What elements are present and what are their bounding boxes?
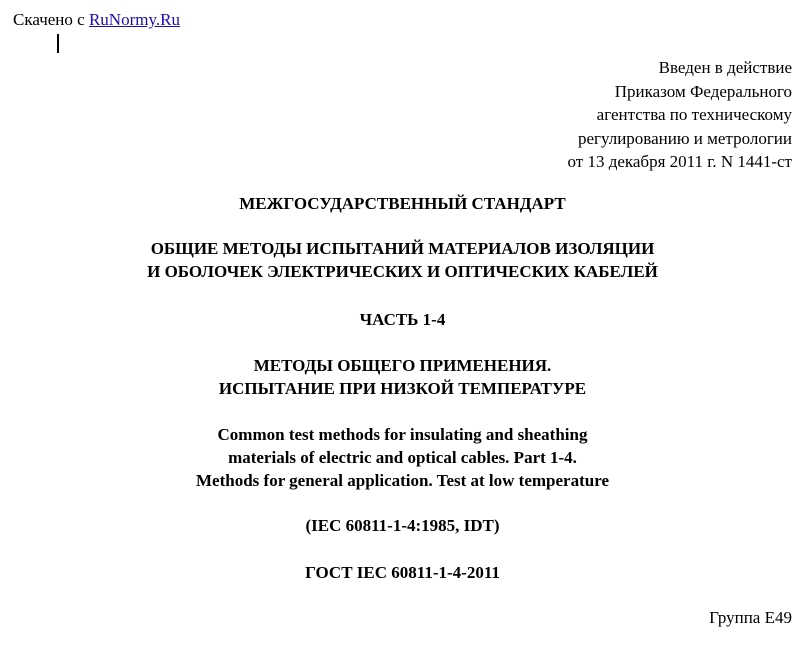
- gost-designation: ГОСТ IEC 60811-1-4-2011: [305, 563, 500, 582]
- approval-block: [567, 56, 792, 174]
- title-ru-line: И ОБОЛОЧЕК ЭЛЕКТРИЧЕСКИХ И ОПТИЧЕСКИХ КАБЕЛЕЙ: [147, 262, 658, 281]
- title-en-line: Methods for general application. Test at low temperature: [196, 471, 609, 490]
- approval-line: Приказом Федерального: [614, 81, 792, 101]
- title-ru-line: ОБЩИЕ МЕТОДЫ ИСПЫТАНИЙ МАТЕРИАЛОВ ИЗОЛЯЦИИ: [150, 239, 655, 258]
- title-ru: [0, 237, 799, 283]
- source-note: [13, 9, 180, 31]
- text-cursor: [57, 34, 59, 53]
- title-en-line: materials of electric and optical cables. Part 1-4.: [228, 448, 577, 467]
- source-link[interactable]: RuNormy.Ru: [88, 10, 180, 29]
- approval-line: Введен в действие: [658, 58, 792, 77]
- subtitle-ru: [0, 354, 799, 400]
- iec-reference: (IEC 60811-1-4:1985, IDT): [305, 516, 500, 535]
- subtitle-ru-line: МЕТОДЫ ОБЩЕГО ПРИМЕНЕНИЯ.: [253, 356, 552, 375]
- standard-type: МЕЖГОСУДАРСТВЕННЫЙ СТАНДАРТ: [239, 194, 566, 213]
- title-en: [0, 423, 799, 492]
- approval-line: регулированию и метрологии: [577, 128, 792, 148]
- subtitle-ru-line: ИСПЫТАНИЕ ПРИ НИЗКОЙ ТЕМПЕРАТУРЕ: [218, 379, 587, 398]
- title-en-line: Common test methods for insulating and sheathing: [217, 425, 588, 444]
- approval-line: агентства по техническому: [596, 105, 792, 124]
- group-code: Группа Е49: [709, 608, 792, 627]
- part-heading: ЧАСТЬ 1-4: [359, 310, 446, 329]
- source-prefix: Скачено с: [13, 10, 89, 29]
- approval-line: от 13 декабря 2011 г. N 1441-ст: [567, 152, 792, 171]
